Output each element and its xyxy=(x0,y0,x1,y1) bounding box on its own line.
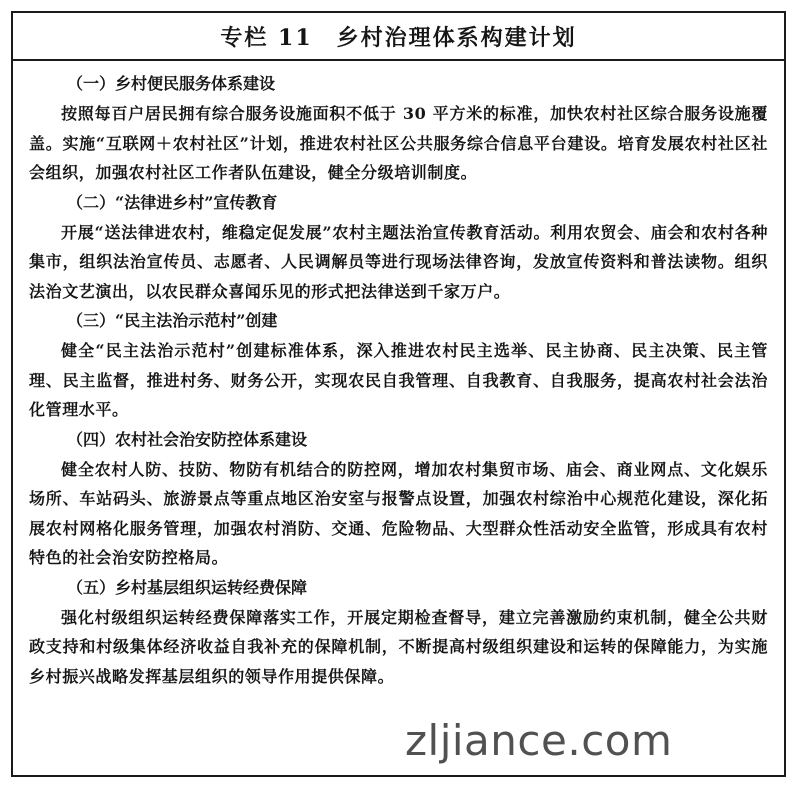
section-4 xyxy=(29,425,768,573)
section-heading: （二）“法律进乡村”宣传教育 xyxy=(67,192,278,212)
section-body: 按照每百户居民拥有综合服务设施面积不低于 30 平方米的标准，加快农村社区综合服务设施覆盖。实施“互联网＋农村社区”计划，推进农村社区公共服务综合信息平台建设。培育发展农村社区社会组织，加强农村社区工作者队伍建设，健全分级培训制度。 xyxy=(29,104,768,182)
column-box xyxy=(11,11,786,777)
column-title: 专栏 11 乡村治理体系构建计划 xyxy=(220,24,577,51)
column-content xyxy=(13,61,784,691)
section-heading: （一）乡村便民服务体系建设 xyxy=(67,74,276,93)
section-heading: （三）“民主法治示范村”创建 xyxy=(67,311,278,330)
section-heading: （四）农村社会治安防控体系建设 xyxy=(67,429,308,449)
section-body: 开展“送法律进农村，维稳定促发展”农村主题法治宣传教育活动。利用农贸会、庙会和农村各种集市，组织法治宣传员、志愿者、人民调解员等进行现场法律咨询，发放宣传资料和普法读物。组织法治文艺演出，以农民群众喜闻乐见的形式把法律送到千家万户。 xyxy=(29,222,768,301)
section-3 xyxy=(29,306,768,425)
section-1 xyxy=(29,69,768,188)
column-title-bar xyxy=(13,13,784,61)
section-2 xyxy=(29,188,768,307)
section-heading: （五）乡村基层组织运转经费保障 xyxy=(67,577,308,597)
section-body: 健全“民主法治示范村”创建标准体系，深入推进农村民主选举、民主协商、民主决策、民主管理、民主监督，推进村务、财务公开，实现农民自我管理、自我教育、自我服务，提高农村社会法治化管理水平。 xyxy=(29,341,768,419)
section-body: 强化村级组织运转经费保障落实工作，开展定期检查督导，建立完善激励约束机制，健全公共财政支持和村级集体经济收益自我补充的保障机制，不断提高村级组织建设和运转的保障能力，为实施乡村振兴战略发挥基层组织的领导作用提供保障。 xyxy=(29,607,768,686)
watermark: zljiance.com xyxy=(405,716,673,765)
section-body: 健全农村人防、技防、物防有机结合的防控网，增加农村集贸市场、庙会、商业网点、文化娱乐场所、车站码头、旅游景点等重点地区治安室与报警点设置，加强农村综治中心规范化建设，深化拓展农村网格化服务管理，加强农村消防、交通、危险物品、大型群众性活动安全监管，形成具有农村特色的社会治安防控格局。 xyxy=(29,459,768,567)
section-5 xyxy=(29,573,768,692)
